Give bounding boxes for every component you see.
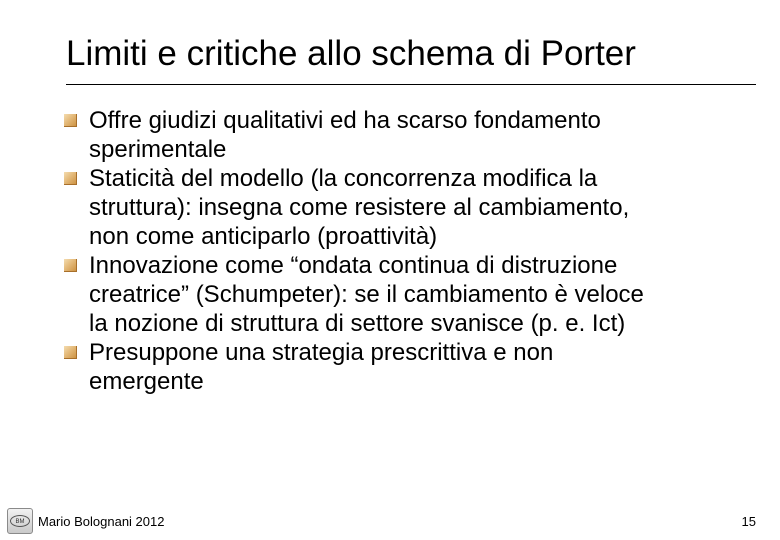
bullet-text-line: Offre giudizi qualitativi ed ha scarso fondamento: [89, 107, 601, 134]
logo-text: BM: [10, 515, 30, 527]
beveled-square-bullet-icon: [64, 346, 77, 359]
bullet-item: [64, 106, 754, 164]
bullet-text-line: Presuppone una strategia prescrittiva e non: [89, 339, 554, 366]
bullet-text-line: Innovazione come “ondata continua di distruzione: [89, 252, 618, 279]
beveled-square-bullet-icon: [64, 114, 77, 127]
beveled-square-bullet-icon: [64, 259, 77, 272]
bullet-item: [64, 164, 754, 251]
university-logo-icon: [7, 508, 33, 534]
page-number: 15: [741, 514, 756, 529]
bullet-text-line: struttura): insegna come resistere al cambiamento,: [89, 194, 630, 221]
bullet-item: [64, 338, 754, 396]
bullet-text-line: Staticità del modello (la concorrenza modifica la: [89, 165, 598, 192]
bullet-text-line: sperimentale: [89, 136, 227, 163]
bullet-text-line: non come anticiparlo (proattività): [89, 223, 438, 250]
title-divider: [66, 84, 756, 85]
footer-author: Mario Bolognani 2012: [38, 514, 165, 529]
slide-title: Limiti e critiche allo schema di Porter: [66, 34, 636, 73]
bullet-item: [64, 251, 754, 338]
bullet-text-line: la nozione di struttura di settore svanisce (p. e. Ict): [89, 310, 626, 337]
bullet-list: [64, 106, 754, 396]
bullet-text-line: creatrice” (Schumpeter): se il cambiamento è veloce: [89, 281, 644, 308]
bullet-text-line: emergente: [89, 368, 204, 395]
beveled-square-bullet-icon: [64, 172, 77, 185]
